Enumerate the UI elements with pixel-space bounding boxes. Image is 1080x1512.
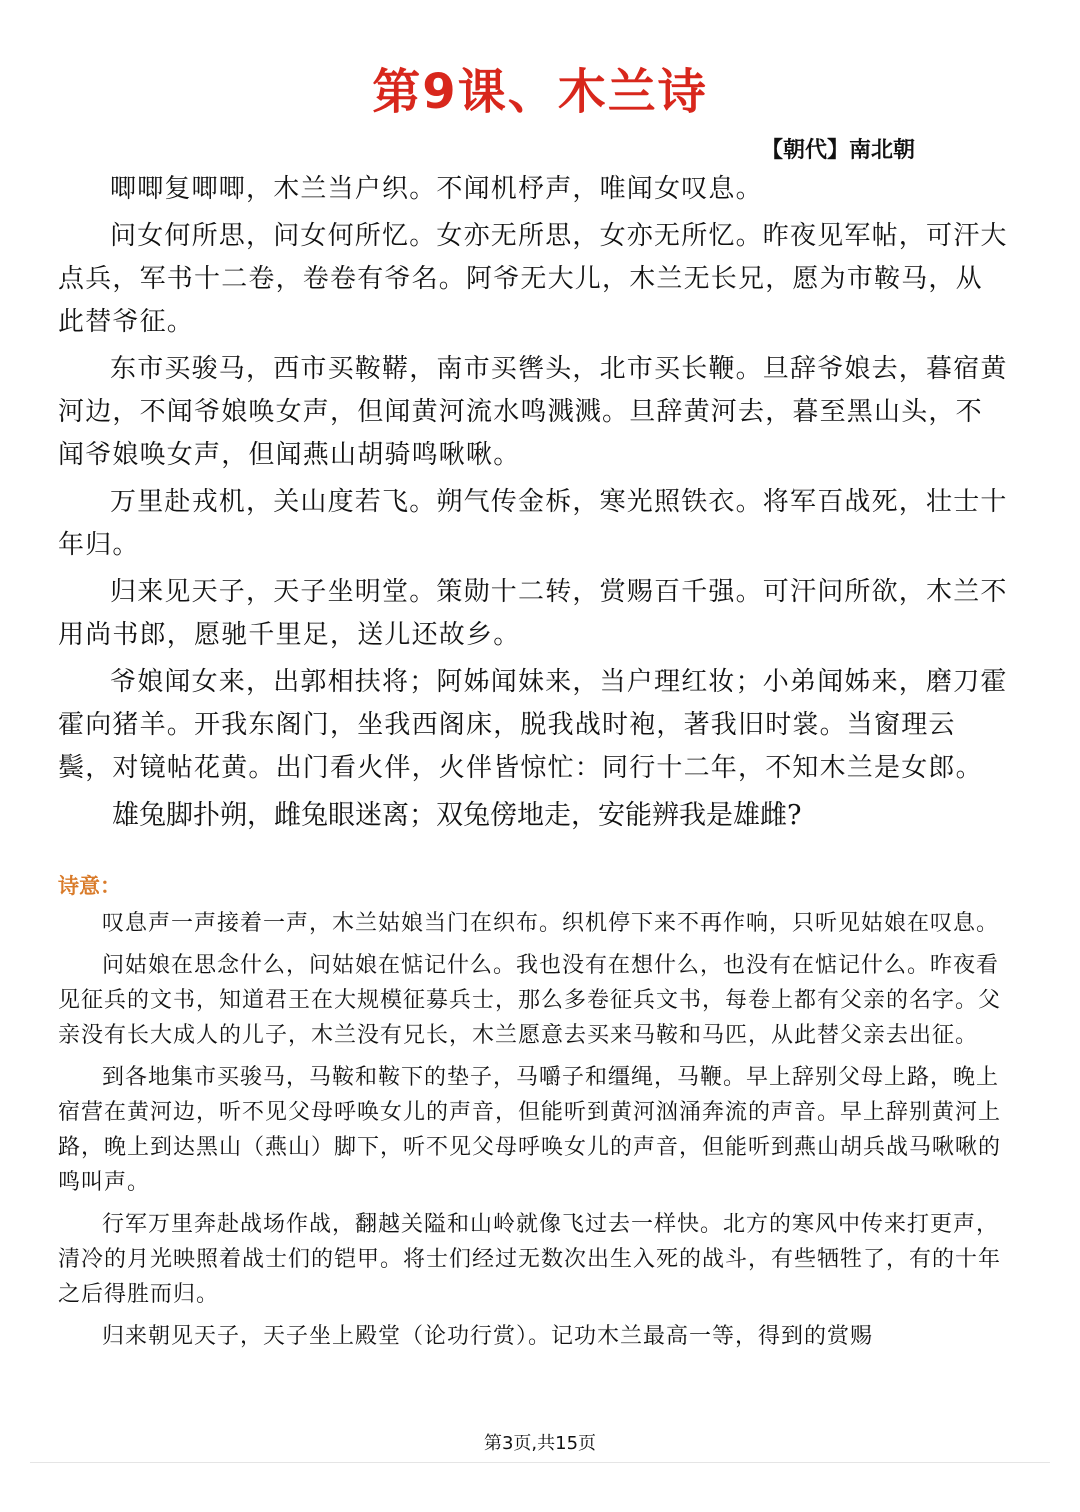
translation-heading: 诗意：: [58, 874, 121, 898]
translation-paragraph: 归来朝见天子，天子坐上殿堂（论功行赏）。记功木兰最高一等，得到的赏赐: [102, 1324, 874, 1349]
poem-paragraph: 东市买骏马，西市买鞍鞯，南市买辔头，北市买长鞭。旦辞爷娘去，暮宿黄河边，不闻爷娘唤女声，但闻黄河流水鸣溅溅。旦辞黄河去，暮至黑山头，不闻爷娘唤女声，但闻燕山胡骑鸣啾啾。: [58, 354, 1008, 470]
poem-paragraph: 万里赴戎机，关山度若飞。朔气传金柝，寒光照铁衣。将军百战死，壮士十年归。: [58, 487, 1008, 560]
poem-paragraph: 归来见天子，天子坐明堂。策勋十二转，赏赐百千强。可汗问所欲，木兰不用尚书郎，愿驰千里足，送儿还故乡。: [58, 577, 1008, 650]
poem-paragraph: 问女何所思，问女何所忆。女亦无所思，女亦无所忆。昨夜见军帖，可汗大点兵，军书十二卷，卷卷有爷名。阿爷无大儿，木兰无长兄，愿为市鞍马，从此替爷征。: [58, 221, 1008, 337]
translation-paragraph: 到各地集市买骏马，马鞍和鞍下的垫子，马嚼子和缰绳，马鞭。早上辞别父母上路，晚上宿营在黄河边，听不见父母呼唤女儿的声音，但能听到黄河汹涌奔流的声音。早上辞别黄河上路，晚上到达黑山（燕山）脚下，听不见父母呼唤女儿的声音，但能听到燕山胡兵战马啾啾的鸣叫声。: [58, 1065, 1002, 1195]
translation-body: [58, 906, 1008, 1361]
dynasty-label: 【朝代】南北朝: [760, 137, 915, 163]
translation-paragraph: 叹息声一声接着一声，木兰姑娘当门在织布。织机停下来不再作响，只听见姑娘在叹息。: [102, 911, 1000, 936]
poem-paragraph: 唧唧复唧唧，木兰当户织。不闻机杼声，唯闻女叹息。: [110, 174, 763, 204]
translation-paragraph: 问姑娘在思念什么，问姑娘在惦记什么。我也没有在想什么，也没有在惦记什么。昨夜看见征兵的文书，知道君王在大规模征募兵士，那么多卷征兵文书，每卷上都有父亲的名字。父亲没有长大成人的儿子，木兰没有兄长，木兰愿意去买来马鞍和马匹，从此替父亲去出征。: [58, 953, 1002, 1048]
translation-paragraph: 行军万里奔赴战场作战，翻越关隘和山岭就像飞过去一样快。北方的寒风中传来打更声，清冷的月光映照着战士们的铠甲。将士们经过无数次出生入死的战斗，有些牺牲了，有的十年之后得胜而归。: [58, 1212, 1002, 1307]
poem-body: [58, 168, 1008, 841]
page-indicator: 第3页,共15页: [483, 1433, 597, 1454]
page-title: 第9课、木兰诗: [372, 64, 708, 120]
poem-paragraph: 爷娘闻女来，出郭相扶将；阿姊闻妹来，当户理红妆；小弟闻姊来，磨刀霍霍向猪羊。开我东阁门，坐我西阁床，脱我战时袍，著我旧时裳。当窗理云鬓，对镜帖花黄。出门看火伴，火伴皆惊忙：同行十二年，不知木兰是女郎。: [58, 667, 1008, 783]
footer-divider: [30, 1462, 1050, 1463]
poem-paragraph: 雄兔脚扑朔，雌兔眼迷离；双兔傍地走，安能辨我是雄雌?: [112, 800, 802, 831]
